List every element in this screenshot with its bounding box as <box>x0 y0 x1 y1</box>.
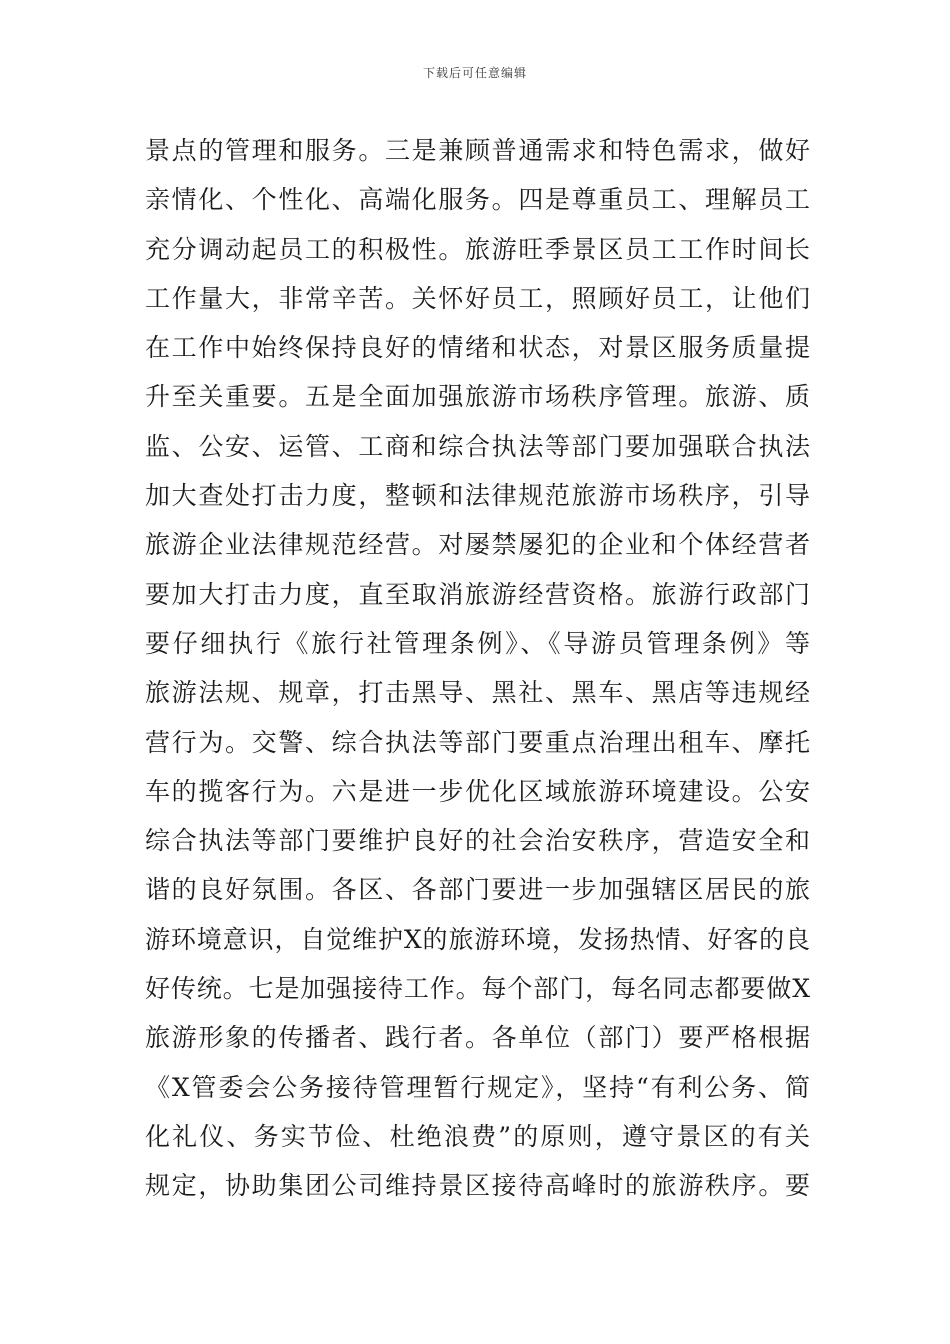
text-line: 好传统。七是加强接待工作。每个部门，每名同志都要做X <box>145 974 810 1004</box>
text-line: 要加大打击力度，直至取消旅游经营资格。旅游行政部门 <box>145 579 810 609</box>
text-line: 在工作中始终保持良好的情绪和状态，对景区服务质量提 <box>145 333 810 363</box>
text-line: 监、公安、运管、工商和综合执法等部门要加强联合执法 <box>145 431 810 461</box>
text-line: 综合执法等部门要维护良好的社会治安秩序，营造安全和 <box>145 826 810 856</box>
text-line: 工作量大，非常辛苦。关怀好员工，照顾好员工，让他们 <box>145 283 810 313</box>
text-line: 充分调动起员工的积极性。旅游旺季景区员工工作时间长 <box>145 234 810 264</box>
text-line: 旅游企业法律规范经营。对屡禁屡犯的企业和个体经营者 <box>145 530 810 560</box>
text-line: 旅游形象的传播者、践行者。各单位（部门）要严格根据 <box>145 1023 810 1053</box>
text-line: 化礼仪、务实节俭、杜绝浪费”的原则，遵守景区的有关 <box>145 1121 810 1151</box>
text-line: 加大查处打击力度，整顿和法律规范旅游市场秩序，引导 <box>145 481 810 511</box>
text-line: 升至关重要。五是全面加强旅游市场秩序管理。旅游、质 <box>145 382 810 412</box>
page-header: 下载后可任意编辑 <box>422 66 527 80</box>
text-line: 游环境意识，自觉维护X的旅游环境，发扬热情、好客的良 <box>145 924 810 954</box>
text-line: 规定，协助集团公司维持景区接待高峰时的旅游秩序。要 <box>145 1171 810 1201</box>
text-line: 景点的管理和服务。三是兼顾普通需求和特色需求，做好 <box>145 136 810 165</box>
text-line: 旅游法规、规章，打击黑导、黑社、黑车、黑店等违规经 <box>145 678 810 708</box>
text-line: 谐的良好氛围。各区、各部门要进一步加强辖区居民的旅 <box>145 875 810 905</box>
text-line: 《X管委会公务接待管理暂行规定》，坚持“有利公务、简 <box>145 1072 810 1102</box>
text-line: 营行为。交警、综合执法等部门要重点治理出租车、摩托 <box>145 727 810 757</box>
text-line: 要仔细执行《旅行社管理条例》、《导游员管理条例》等 <box>145 628 810 658</box>
document-body <box>145 126 810 1211</box>
text-line: 车的揽客行为。六是进一步优化区域旅游环境建设。公安 <box>145 776 810 806</box>
text-line: 亲情化、个性化、高端化服务。四是尊重员工、理解员工 <box>145 185 810 215</box>
